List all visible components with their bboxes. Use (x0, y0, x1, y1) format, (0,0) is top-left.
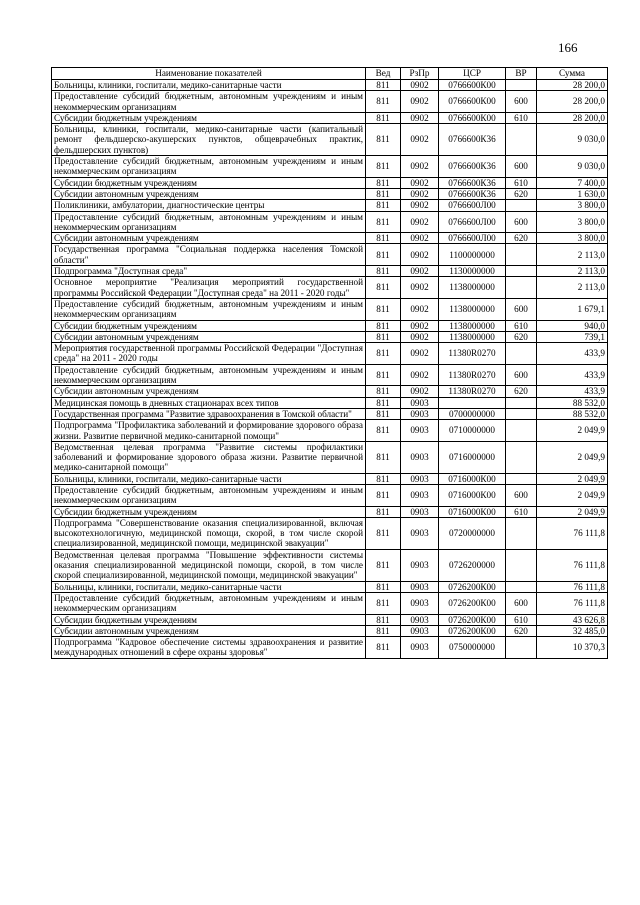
table-row (52, 592, 608, 614)
row-rzpr: 0902 (401, 331, 439, 342)
row-sum: 1 679,1 (537, 298, 608, 320)
row-vr (506, 343, 537, 365)
row-ved: 811 (366, 266, 401, 277)
row-rzpr: 0902 (401, 244, 439, 266)
row-rzpr: 0902 (401, 112, 439, 123)
table-row (52, 266, 608, 277)
row-name: Субсидии бюджетным учреждениям (52, 320, 366, 331)
row-rzpr: 0903 (401, 420, 439, 442)
row-vr (506, 124, 537, 156)
row-rzpr: 0902 (401, 277, 439, 299)
row-ved: 811 (366, 549, 401, 581)
row-name: Подпрограмма "Доступная среда" (52, 266, 366, 277)
row-vr (506, 397, 537, 408)
row-vr (506, 517, 537, 549)
row-ved: 811 (366, 112, 401, 123)
row-name: Субсидии автономным учреждениям (52, 331, 366, 342)
row-csr: 0766600К36 (439, 156, 506, 178)
row-rzpr: 0902 (401, 320, 439, 331)
row-vr (506, 277, 537, 299)
row-vr: 610 (506, 614, 537, 625)
row-vr: 620 (506, 331, 537, 342)
header-ved: Вед (366, 68, 401, 80)
row-sum: 76 111,8 (537, 592, 608, 614)
table-row (52, 408, 608, 419)
row-sum: 28 200,0 (537, 91, 608, 113)
row-name: Больницы, клиники, госпитали, медико-санитарные части (52, 473, 366, 484)
row-csr: 0726200К00 (439, 592, 506, 614)
row-vr: 620 (506, 233, 537, 244)
table-row (52, 549, 608, 581)
table-row (52, 188, 608, 199)
row-name: Больницы, клиники, госпитали, медико-санитарные части (52, 80, 366, 91)
row-rzpr: 0902 (401, 343, 439, 365)
row-vr (506, 473, 537, 484)
row-name: Субсидии бюджетным учреждениям (52, 177, 366, 188)
row-csr: 0766600Л00 (439, 211, 506, 233)
header-csr: ЦСР (439, 68, 506, 80)
row-name: Субсидии автономным учреждениям (52, 625, 366, 636)
row-rzpr: 0903 (401, 549, 439, 581)
row-ved: 811 (366, 581, 401, 592)
table-row (52, 80, 608, 91)
row-csr: 1130000000 (439, 266, 506, 277)
row-vr: 600 (506, 298, 537, 320)
row-name: Медицинская помощь в дневных стационарах всех типов (52, 397, 366, 408)
table-row (52, 637, 608, 659)
table-row (52, 320, 608, 331)
row-csr: 0726200К00 (439, 625, 506, 636)
table-row (52, 364, 608, 386)
table-row (52, 441, 608, 473)
row-csr: 0766600К36 (439, 177, 506, 188)
row-sum: 28 200,0 (537, 112, 608, 123)
row-rzpr: 0902 (401, 386, 439, 397)
row-csr: 0766600К36 (439, 188, 506, 199)
row-rzpr: 0903 (401, 637, 439, 659)
row-csr: 0700000000 (439, 408, 506, 419)
row-vr: 600 (506, 156, 537, 178)
row-csr: 0766600Л00 (439, 233, 506, 244)
row-sum: 433,9 (537, 386, 608, 397)
row-rzpr: 0902 (401, 80, 439, 91)
row-csr: 1138000000 (439, 331, 506, 342)
row-ved: 811 (366, 211, 401, 233)
table-row (52, 420, 608, 442)
row-csr: 1138000000 (439, 320, 506, 331)
row-sum: 2 113,0 (537, 244, 608, 266)
table-row (52, 233, 608, 244)
page-number: 166 (558, 40, 578, 55)
row-sum: 9 030,0 (537, 156, 608, 178)
row-sum: 2 049,9 (537, 484, 608, 506)
row-vr (506, 80, 537, 91)
row-csr: 11380R0270 (439, 386, 506, 397)
row-sum: 2 113,0 (537, 277, 608, 299)
row-ved: 811 (366, 614, 401, 625)
row-vr (506, 408, 537, 419)
row-name: Субсидии автономным учреждениям (52, 188, 366, 199)
row-name: Предоставление субсидий бюджетным, автономным учреждениям и иным некоммерческим организациям (52, 91, 366, 113)
row-rzpr: 0902 (401, 233, 439, 244)
row-ved: 811 (366, 473, 401, 484)
row-vr: 600 (506, 364, 537, 386)
row-ved: 811 (366, 343, 401, 365)
row-csr: 0726200К00 (439, 581, 506, 592)
row-vr: 610 (506, 320, 537, 331)
table-row (52, 343, 608, 365)
row-vr (506, 266, 537, 277)
table-row (52, 211, 608, 233)
table-row (52, 484, 608, 506)
row-name: Поликлиники, амбулатории, диагностические центры (52, 200, 366, 211)
table-row (52, 331, 608, 342)
row-rzpr: 0903 (401, 506, 439, 517)
row-csr: 11380R0270 (439, 364, 506, 386)
row-rzpr: 0902 (401, 188, 439, 199)
row-sum: 43 626,8 (537, 614, 608, 625)
budget-table (51, 67, 608, 659)
row-csr: 1138000000 (439, 277, 506, 299)
table-row (52, 244, 608, 266)
row-csr: 0726200000 (439, 549, 506, 581)
row-rzpr: 0903 (401, 473, 439, 484)
header-name: Наименование показателей (52, 68, 366, 80)
table-row (52, 625, 608, 636)
row-name: Подпрограмма "Кадровое обеспечение системы здравоохранения и развитие международных отношений в сфере охраны здоровья" (52, 637, 366, 659)
row-csr: 0726200К00 (439, 614, 506, 625)
row-ved: 811 (366, 233, 401, 244)
row-ved: 811 (366, 320, 401, 331)
row-ved: 811 (366, 91, 401, 113)
row-rzpr: 0902 (401, 200, 439, 211)
row-name: Предоставление субсидий бюджетным, автономным учреждениям и иным некоммерческим организациям (52, 298, 366, 320)
row-csr: 0716000000 (439, 441, 506, 473)
row-ved: 811 (366, 408, 401, 419)
row-name: Подпрограмма "Профилактика заболеваний и формирование здорового образа жизни. Развитие первичной медико-санитарной помощи" (52, 420, 366, 442)
row-ved: 811 (366, 277, 401, 299)
row-sum: 3 800,0 (537, 233, 608, 244)
row-vr: 600 (506, 91, 537, 113)
row-vr: 600 (506, 211, 537, 233)
header-rzpr: РзПр (401, 68, 439, 80)
table-row (52, 177, 608, 188)
row-ved: 811 (366, 517, 401, 549)
row-vr (506, 420, 537, 442)
row-name: Предоставление субсидий бюджетным, автономным учреждениям и иным некоммерческим организациям (52, 592, 366, 614)
row-ved: 811 (366, 244, 401, 266)
row-sum: 940,0 (537, 320, 608, 331)
row-vr (506, 441, 537, 473)
row-name: Мероприятия государственной программы Российской Федерации "Доступная среда" на 2011 - 2020 годы (52, 343, 366, 365)
row-rzpr: 0903 (401, 484, 439, 506)
row-ved: 811 (366, 298, 401, 320)
row-name: Подпрограмма "Совершенствование оказания специализированной, включая высокотехнологичную, медицинской помощи, скорой, в том числе скорой специализированной, медицинской помощи, медицинской эвакуации" (52, 517, 366, 549)
row-rzpr: 0903 (401, 581, 439, 592)
row-ved: 811 (366, 397, 401, 408)
row-vr (506, 244, 537, 266)
row-sum: 2 113,0 (537, 266, 608, 277)
row-csr: 1100000000 (439, 244, 506, 266)
table-row (52, 506, 608, 517)
row-vr: 600 (506, 484, 537, 506)
row-name: Предоставление субсидий бюджетным, автономным учреждениям и иным некоммерческим организациям (52, 364, 366, 386)
row-vr: 600 (506, 592, 537, 614)
row-csr: 0710000000 (439, 420, 506, 442)
row-ved: 811 (366, 200, 401, 211)
row-vr: 620 (506, 386, 537, 397)
table-row (52, 386, 608, 397)
row-ved: 811 (366, 420, 401, 442)
row-vr (506, 549, 537, 581)
row-sum: 32 485,0 (537, 625, 608, 636)
row-sum: 2 049,9 (537, 473, 608, 484)
row-ved: 811 (366, 484, 401, 506)
table-row (52, 581, 608, 592)
row-ved: 811 (366, 386, 401, 397)
row-sum: 433,9 (537, 364, 608, 386)
row-rzpr: 0902 (401, 91, 439, 113)
row-sum: 1 630,0 (537, 188, 608, 199)
row-sum: 10 370,3 (537, 637, 608, 659)
row-name: Ведомственная целевая программа "Повышение эффективности системы оказания специализированной медицинской помощи, скорой, в том числе скорой специализированной, медицинской помощи, медицинской эвакуации" (52, 549, 366, 581)
row-rzpr: 0903 (401, 614, 439, 625)
row-sum: 2 049,9 (537, 441, 608, 473)
row-rzpr: 0902 (401, 124, 439, 156)
row-ved: 811 (366, 625, 401, 636)
row-name: Предоставление субсидий бюджетным, автономным учреждениям и иным некоммерческим организациям (52, 484, 366, 506)
row-vr: 610 (506, 506, 537, 517)
row-csr: 0766600К00 (439, 80, 506, 91)
row-sum: 88 532,0 (537, 397, 608, 408)
row-ved: 811 (366, 156, 401, 178)
row-sum: 3 800,0 (537, 211, 608, 233)
table-row (52, 200, 608, 211)
row-ved: 811 (366, 506, 401, 517)
row-vr: 620 (506, 625, 537, 636)
row-csr: 0716000К00 (439, 484, 506, 506)
header-sum: Сумма (537, 68, 608, 80)
row-name: Предоставление субсидий бюджетным, автономным учреждениям и иным некоммерческим организациям (52, 156, 366, 178)
row-vr: 620 (506, 188, 537, 199)
table-row (52, 397, 608, 408)
row-rzpr: 0903 (401, 625, 439, 636)
row-sum: 76 111,8 (537, 549, 608, 581)
row-rzpr: 0903 (401, 517, 439, 549)
row-name: Субсидии бюджетным учреждениям (52, 614, 366, 625)
row-name: Больницы, клиники, госпитали, медико-санитарные части (капитальный ремонт фельдшерско-акушерских пунктов, общеврачебных практик, фельдшерских пунктов) (52, 124, 366, 156)
row-sum: 76 111,8 (537, 581, 608, 592)
row-rzpr: 0902 (401, 266, 439, 277)
row-rzpr: 0903 (401, 408, 439, 419)
row-name: Государственная программа "Социальная поддержка населения Томской области" (52, 244, 366, 266)
row-name: Предоставление субсидий бюджетным, автономным учреждениям и иным некоммерческим организациям (52, 211, 366, 233)
row-name: Ведомственная целевая программа "Развитие системы профилактики заболеваний и формирование здорового образа жизни. Развитие первичной медико-санитарной помощи" (52, 441, 366, 473)
row-name: Основное мероприятие "Реализация мероприятий государственной программы Российской Федерации "Доступная среда" на 2011 - 2020 годы" (52, 277, 366, 299)
table-row (52, 517, 608, 549)
table-row (52, 112, 608, 123)
row-csr: 0750000000 (439, 637, 506, 659)
table-row (52, 614, 608, 625)
row-sum: 28 200,0 (537, 80, 608, 91)
row-sum: 76 111,8 (537, 517, 608, 549)
row-name: Субсидии автономным учреждениям (52, 386, 366, 397)
row-rzpr: 0902 (401, 298, 439, 320)
row-ved: 811 (366, 80, 401, 91)
row-sum: 433,9 (537, 343, 608, 365)
row-ved: 811 (366, 592, 401, 614)
row-ved: 811 (366, 441, 401, 473)
row-ved: 811 (366, 364, 401, 386)
row-csr (439, 397, 506, 408)
row-csr: 0766600К00 (439, 91, 506, 113)
row-name: Больницы, клиники, госпитали, медико-санитарные части (52, 581, 366, 592)
row-sum: 739,1 (537, 331, 608, 342)
row-sum: 88 532,0 (537, 408, 608, 419)
row-sum: 7 400,0 (537, 177, 608, 188)
row-sum: 9 030,0 (537, 124, 608, 156)
row-vr: 610 (506, 112, 537, 123)
table-row (52, 124, 608, 156)
row-ved: 811 (366, 637, 401, 659)
row-csr: 11380R0270 (439, 343, 506, 365)
row-ved: 811 (366, 188, 401, 199)
table-row (52, 277, 608, 299)
row-vr (506, 200, 537, 211)
row-csr: 0716000К00 (439, 506, 506, 517)
row-csr: 0766600К00 (439, 112, 506, 123)
row-ved: 811 (366, 177, 401, 188)
row-rzpr: 0903 (401, 592, 439, 614)
row-sum: 3 800,0 (537, 200, 608, 211)
row-vr (506, 581, 537, 592)
row-rzpr: 0902 (401, 364, 439, 386)
row-name: Субсидии автономным учреждениям (52, 233, 366, 244)
row-ved: 811 (366, 331, 401, 342)
table-row (52, 298, 608, 320)
row-csr: 0766600К36 (439, 124, 506, 156)
row-rzpr: 0902 (401, 156, 439, 178)
row-sum: 2 049,9 (537, 420, 608, 442)
row-ved: 811 (366, 124, 401, 156)
row-csr: 0716000К00 (439, 473, 506, 484)
table-header-row (52, 68, 608, 80)
row-csr: 0720000000 (439, 517, 506, 549)
table-row (52, 156, 608, 178)
table-row (52, 473, 608, 484)
row-name: Государственная программа "Развитие здравоохранения в Томской области" (52, 408, 366, 419)
row-csr: 1138000000 (439, 298, 506, 320)
row-rzpr: 0902 (401, 177, 439, 188)
row-sum: 2 049,9 (537, 506, 608, 517)
row-name: Субсидии бюджетным учреждениям (52, 506, 366, 517)
row-rzpr: 0903 (401, 441, 439, 473)
header-vr: ВР (506, 68, 537, 80)
row-name: Субсидии бюджетным учреждениям (52, 112, 366, 123)
row-rzpr: 0902 (401, 211, 439, 233)
table-row (52, 91, 608, 113)
row-vr (506, 637, 537, 659)
row-rzpr: 0903 (401, 397, 439, 408)
row-vr: 610 (506, 177, 537, 188)
row-csr: 0766600Л00 (439, 200, 506, 211)
